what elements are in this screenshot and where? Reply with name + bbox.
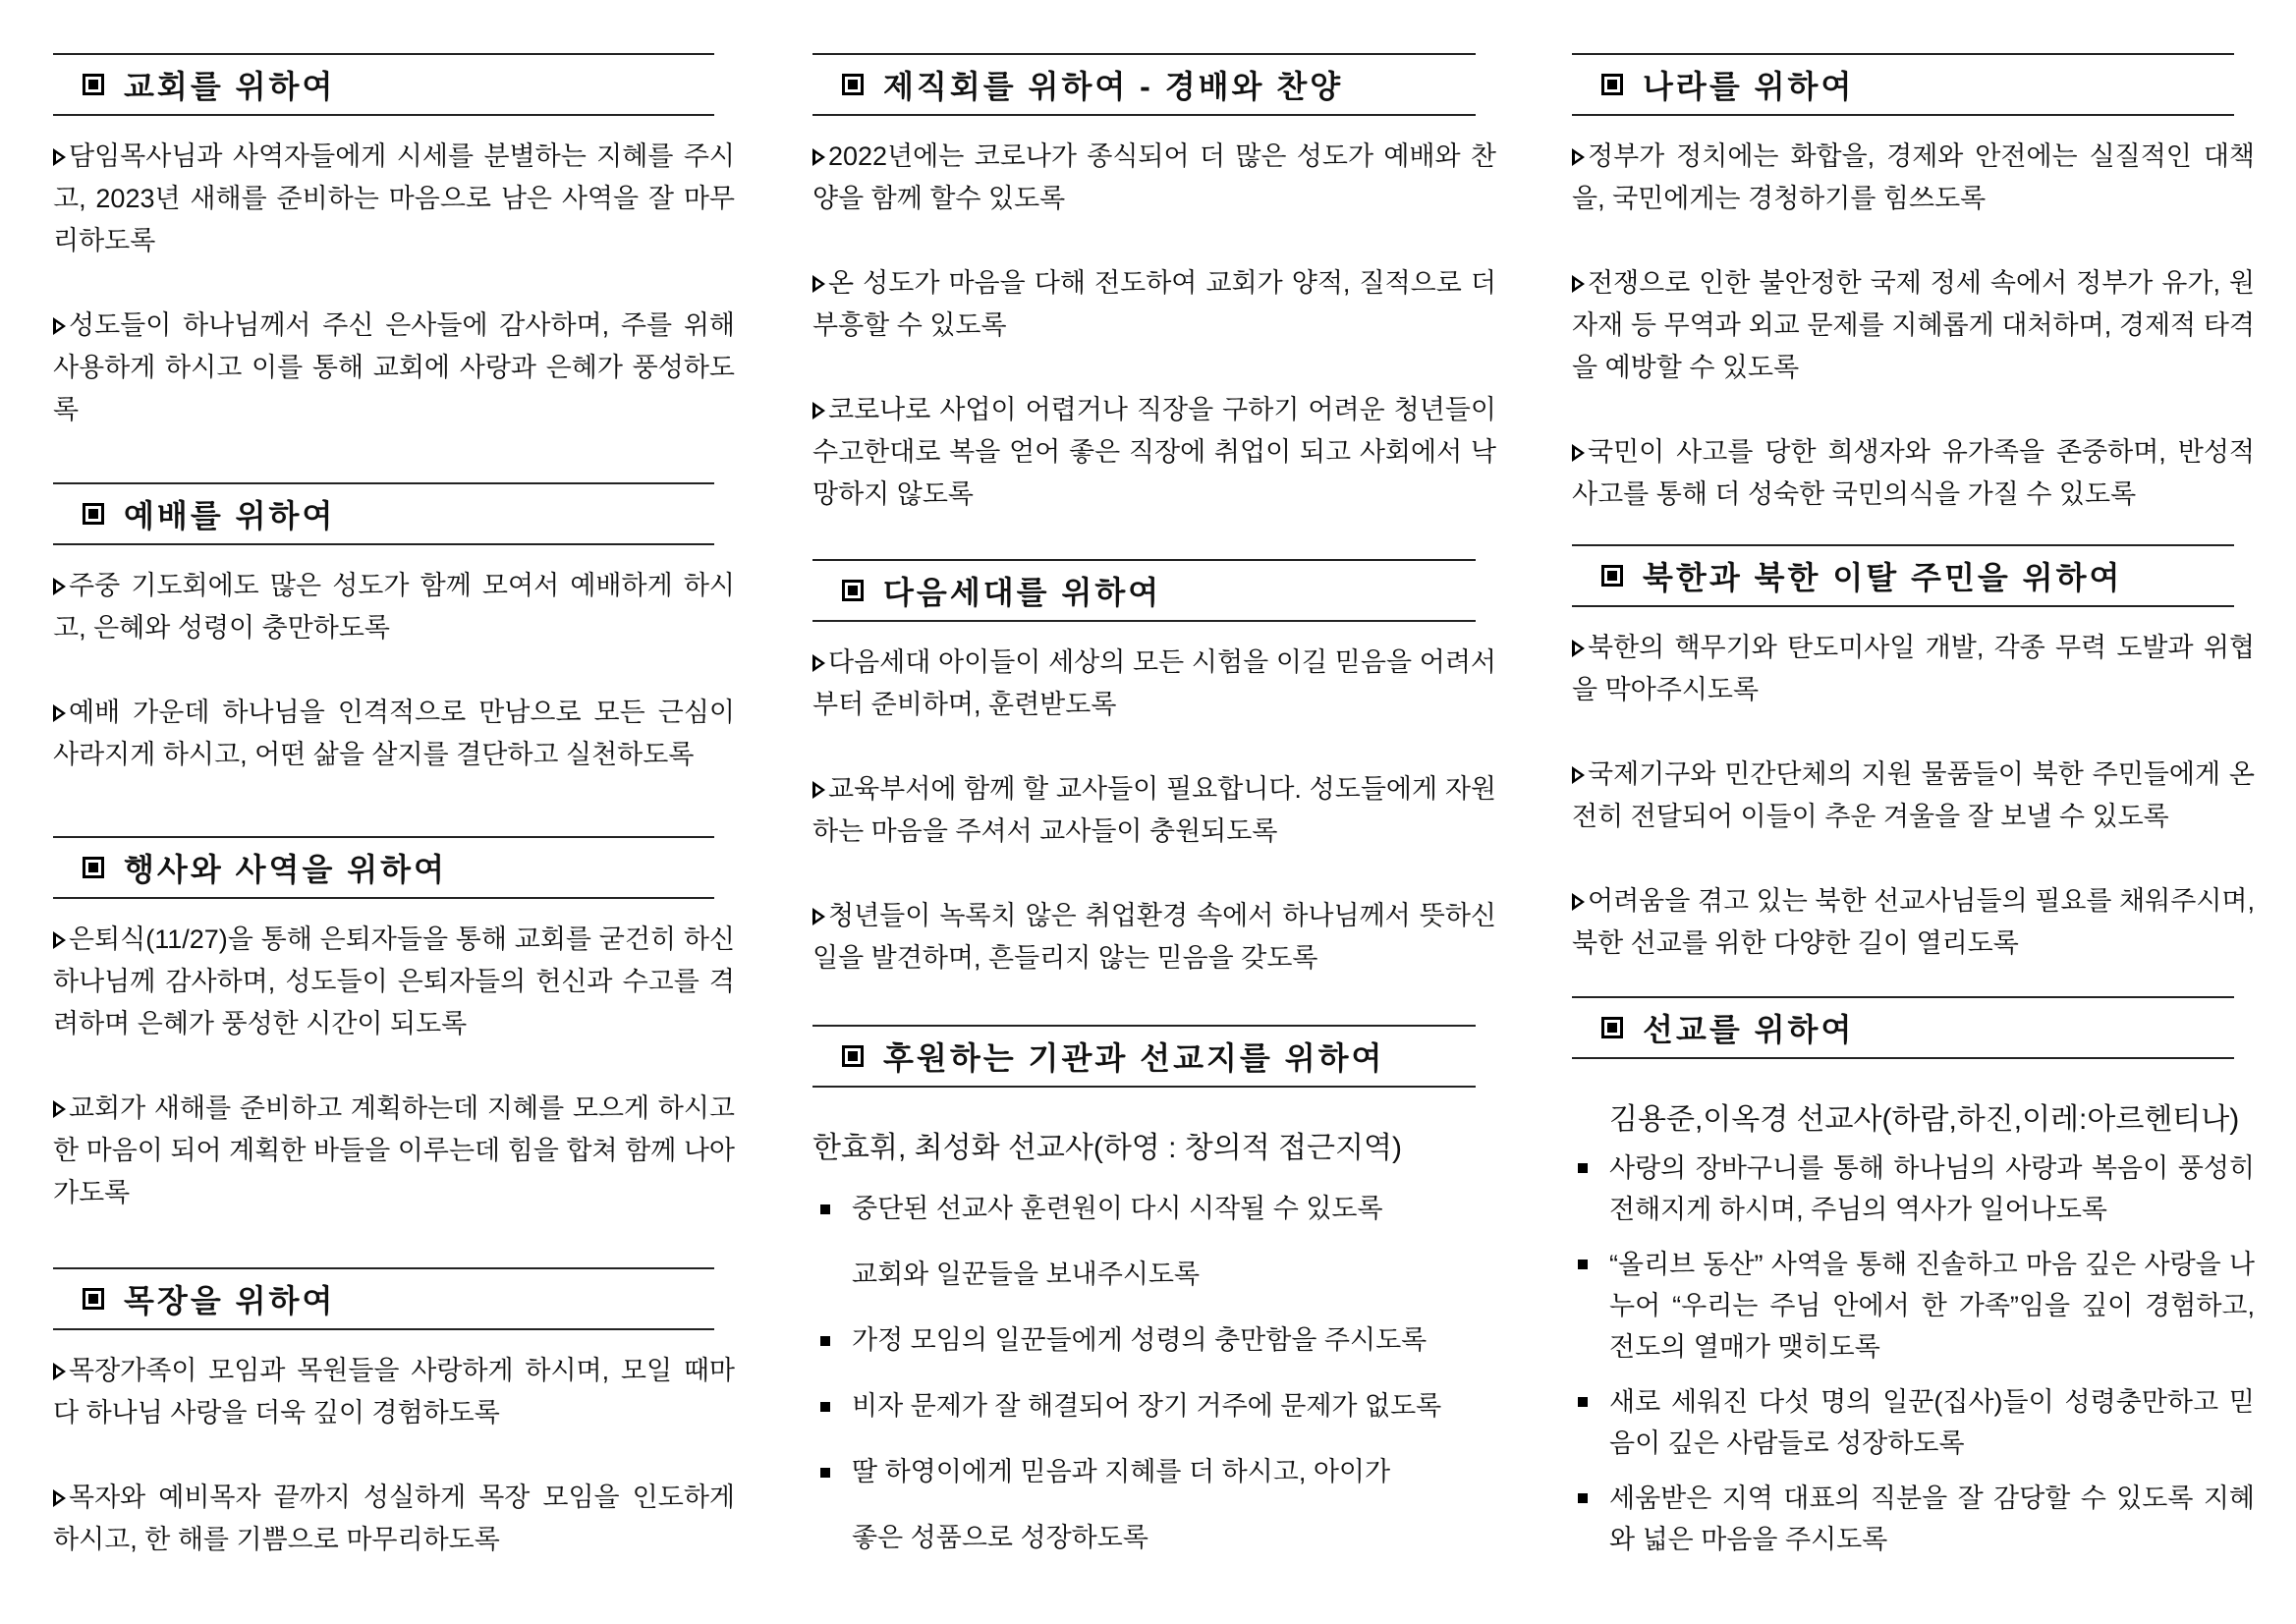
triangle-right-icon xyxy=(812,781,825,799)
section-heading xyxy=(53,53,714,116)
prayer-item xyxy=(53,1350,735,1434)
prayer-text: 다음세대 아이들이 세상의 모든 시험을 이길 믿음을 어려서부터 준비하며, 훈련받도록 xyxy=(812,647,1496,719)
section-heading xyxy=(1572,996,2234,1059)
section-heading xyxy=(1572,53,2234,116)
square-bullet-icon xyxy=(842,1045,864,1067)
missionary-name: 한효휘, 최성화 선교사(하영 : 창의적 접근지역) xyxy=(812,1132,1402,1164)
section-title: 나라를 위하여 xyxy=(1643,69,1855,104)
prayer-item xyxy=(812,262,1496,347)
square-bullet-icon xyxy=(1578,1163,1588,1173)
missionary-prayer-item xyxy=(812,1373,1496,1439)
prayer-list xyxy=(1572,136,2255,516)
missionary-prayer-item xyxy=(1572,1381,2255,1464)
section-heading xyxy=(53,482,714,545)
missionary-name: 김용준,이옥경 선교사(하람,하진,이레:아르헨티나) xyxy=(1609,1103,2240,1136)
section-title: 제직회를 위하여 - 경배와 찬양 xyxy=(883,69,1344,104)
triangle-right-icon xyxy=(812,908,825,925)
prayer-text: 담임목사님과 사역자들에게 시세를 분별하는 지혜를 주시고, 2023년 새해를 준비하는 마음으로 남은 사역을 잘 마무리하도록 xyxy=(53,141,735,255)
prayer-item xyxy=(53,305,735,431)
square-bullet-icon xyxy=(842,580,864,601)
square-bullet-icon xyxy=(83,1288,104,1310)
missionary-prayer-list xyxy=(1572,1148,2255,1560)
prayer-text: 딸 하영이에게 믿음과 지혜를 더 하시고, 아이가 xyxy=(852,1457,1391,1486)
prayer-section xyxy=(812,559,1496,1022)
prayer-item xyxy=(812,642,1496,726)
triangle-right-icon xyxy=(812,654,825,672)
triangle-right-icon xyxy=(1572,148,1585,166)
missionary-prayer-item xyxy=(1572,1148,2255,1230)
triangle-right-icon xyxy=(53,1489,66,1507)
prayer-text: 정부가 정치에는 화합을, 경제와 안전에는 실질적인 대책을, 국민에게는 경청하기를 힘쓰도록 xyxy=(1572,141,2255,213)
prayer-list xyxy=(53,136,735,431)
section-heading xyxy=(812,559,1476,622)
triangle-right-icon xyxy=(1572,893,1585,911)
prayer-section xyxy=(1572,996,2255,1574)
square-bullet-icon xyxy=(1578,1397,1588,1407)
prayer-text: 2022년에는 코로나가 종식되어 더 많은 성도가 예배와 찬양을 함께 할수 있도록 xyxy=(812,141,1496,213)
prayer-item xyxy=(1572,880,2255,965)
prayer-text: 중단된 선교사 훈련원이 다시 시작될 수 있도록 xyxy=(852,1194,1383,1223)
prayer-section xyxy=(812,1025,1496,1571)
section-heading xyxy=(1572,544,2234,607)
column-1 xyxy=(53,0,735,1624)
prayer-text: 교회와 일꾼들을 보내주시도록 xyxy=(852,1260,1201,1289)
triangle-right-icon xyxy=(53,317,66,335)
triangle-right-icon xyxy=(1572,444,1585,462)
missionary-prayer-list xyxy=(812,1176,1496,1571)
prayer-list xyxy=(812,642,1496,980)
triangle-right-icon xyxy=(53,1100,66,1118)
prayer-item xyxy=(53,692,735,776)
prayer-item xyxy=(53,565,735,649)
square-bullet-icon xyxy=(842,74,864,95)
prayer-text: 성도들이 하나님께서 주신 은사들에 감사하며, 주를 위해 사용하게 하시고 이를 통해 교회에 사랑과 은혜가 풍성하도록 xyxy=(53,310,735,424)
prayer-text: 사랑의 장바구니를 통해 하나님의 사랑과 복음이 풍성히 전해지게 하시며, 주님의 역사가 일어나도록 xyxy=(1609,1153,2255,1224)
triangle-right-icon xyxy=(53,578,66,595)
triangle-right-icon xyxy=(53,1363,66,1380)
section-title: 목장을 위하여 xyxy=(124,1283,336,1318)
square-bullet-icon xyxy=(820,1402,830,1412)
missionary-prayer-item xyxy=(812,1308,1496,1373)
prayer-text: 새로 세워진 다섯 명의 일꾼(집사)들이 성령충만하고 믿음이 깊은 사람들로 성장하도록 xyxy=(1609,1387,2255,1458)
square-bullet-icon xyxy=(1601,1017,1623,1038)
prayer-text: 목장가족이 모임과 목원들을 사랑하게 하시며, 모일 때마다 하나님 사랑을 더욱 깊이 경험하도록 xyxy=(53,1356,735,1428)
prayer-text: 국제기구와 민간단체의 지원 물품들이 북한 주민들에게 온전히 전달되어 이들이 추운 겨울을 잘 보낼 수 있도록 xyxy=(1572,759,2255,831)
prayer-item xyxy=(53,1477,735,1561)
prayer-text: 청년들이 녹록치 않은 취업환경 속에서 하나님께서 뜻하신 일을 발견하며, 흔들리지 않는 믿음을 갖도록 xyxy=(812,901,1496,973)
section-title: 다음세대를 위하여 xyxy=(883,575,1162,610)
prayer-text: 국민이 사고를 당한 희생자와 유가족을 존중하며, 반성적 사고를 통해 더 성숙한 국민의식을 가질 수 있도록 xyxy=(1572,437,2255,509)
section-title: 예배를 위하여 xyxy=(124,498,336,533)
prayer-item xyxy=(812,136,1496,220)
prayer-section xyxy=(53,53,735,474)
prayer-text: “올리브 동산” 사역을 통해 진솔하고 마음 깊은 사랑을 나누어 “우리는 주님 안에서 한 가족”임을 깊이 경험하고, 전도의 열매가 맺히도록 xyxy=(1609,1250,2255,1362)
square-bullet-icon xyxy=(1578,1260,1588,1269)
triangle-right-icon xyxy=(812,148,825,166)
triangle-right-icon xyxy=(812,275,825,293)
prayer-item xyxy=(1572,136,2255,220)
square-bullet-icon xyxy=(820,1336,830,1346)
prayer-item xyxy=(812,389,1496,516)
prayer-item xyxy=(53,919,735,1045)
prayer-section xyxy=(53,482,735,818)
square-bullet-icon xyxy=(1578,1493,1588,1503)
prayer-text: 목자와 예비목자 끝까지 성실하게 목장 모임을 인도하게 하시고, 한 해를 기쁨으로 마무리하도록 xyxy=(53,1483,735,1554)
prayer-item xyxy=(1572,627,2255,711)
section-heading xyxy=(812,53,1476,116)
column-2 xyxy=(812,0,1496,1624)
prayer-text: 예배 가운데 하나님을 인격적으로 만남으로 모든 근심이 사라지게 하시고, 어떤 삶을 살지를 결단하고 실천하도록 xyxy=(53,698,735,769)
prayer-section xyxy=(53,1267,735,1603)
prayer-text: 비자 문제가 잘 해결되어 장기 거주에 문제가 없도록 xyxy=(852,1391,1442,1421)
prayer-text: 북한의 핵무기와 탄도미사일 개발, 각종 무력 도발과 위협을 막아주시도록 xyxy=(1572,633,2255,704)
prayer-item xyxy=(53,136,735,262)
prayer-item xyxy=(812,768,1496,853)
missionary-prayer-item xyxy=(812,1439,1496,1571)
prayer-text: 좋은 성품으로 성장하도록 xyxy=(852,1523,1148,1552)
prayer-text: 어려움을 겪고 있는 북한 선교사님들의 필요를 채워주시며, 북한 선교를 위한 다양한 길이 열리도록 xyxy=(1572,886,2255,958)
section-title: 교회를 위하여 xyxy=(124,69,336,104)
square-bullet-icon xyxy=(83,74,104,95)
square-bullet-icon xyxy=(83,503,104,525)
square-bullet-icon xyxy=(1601,565,1623,587)
prayer-text: 온 성도가 마음을 다해 전도하여 교회가 양적, 질적으로 더 부흥할 수 있도록 xyxy=(812,268,1496,340)
prayer-item xyxy=(1572,754,2255,838)
triangle-right-icon xyxy=(1572,640,1585,657)
prayer-list xyxy=(1572,627,2255,965)
prayer-text: 세움받은 지역 대표의 직분을 잘 감당할 수 있도록 지혜와 넓은 마음을 주시도록 xyxy=(1609,1484,2255,1554)
prayer-item xyxy=(1572,262,2255,389)
section-title: 북한과 북한 이탈 주민을 위하여 xyxy=(1643,560,2123,595)
prayer-list xyxy=(53,565,735,776)
prayer-list xyxy=(53,1350,735,1561)
prayer-text: 코로나로 사업이 어렵거나 직장을 구하기 어려운 청년들이 수고한대로 복을 얻어 좋은 직장에 취업이 되고 사회에서 낙망하지 않도록 xyxy=(812,395,1496,509)
square-bullet-icon xyxy=(1601,74,1623,95)
section-heading xyxy=(812,1025,1476,1088)
prayer-text: 은퇴식(11/27)을 통해 은퇴자들을 통해 교회를 굳건히 하신 하나님께 감사하며, 성도들이 은퇴자들의 헌신과 수고를 격려하며 은혜가 풍성한 시간이 되도록 xyxy=(53,924,735,1038)
section-heading xyxy=(53,836,714,899)
prayer-text: 교회가 새해를 준비하고 계획하는데 지혜를 모으게 하시고 한 마음이 되어 계획한 바들을 이루는데 힘을 합쳐 함께 나아가도록 xyxy=(53,1093,735,1207)
missionary-prayer-item xyxy=(812,1176,1496,1308)
prayer-list xyxy=(53,919,735,1214)
triangle-right-icon xyxy=(53,704,66,722)
prayer-text: 교육부서에 함께 할 교사들이 필요합니다. 성도들에게 자원하는 마음을 주셔서 교사들이 충원되도록 xyxy=(812,774,1496,846)
prayer-section xyxy=(1572,53,2255,558)
section-title: 선교를 위하여 xyxy=(1643,1012,1855,1047)
missionary-prayer-item xyxy=(1572,1478,2255,1560)
triangle-right-icon xyxy=(1572,275,1585,293)
triangle-right-icon xyxy=(1572,766,1585,784)
square-bullet-icon xyxy=(83,857,104,878)
section-title: 후원하는 기관과 선교지를 위하여 xyxy=(883,1040,1385,1076)
triangle-right-icon xyxy=(53,148,66,166)
prayer-section xyxy=(53,836,735,1257)
section-title: 행사와 사역을 위하여 xyxy=(124,852,447,887)
square-bullet-icon xyxy=(820,1204,830,1214)
column-3 xyxy=(1572,0,2255,1624)
prayer-list xyxy=(812,136,1496,516)
missionary-prayer-item xyxy=(1572,1244,2255,1368)
prayer-item xyxy=(53,1088,735,1214)
prayer-text: 가정 모임의 일꾼들에게 성령의 충만함을 주시도록 xyxy=(852,1325,1428,1355)
prayer-text: 주중 기도회에도 많은 성도가 함께 모여서 예배하게 하시고, 은혜와 성령이 충만하도록 xyxy=(53,571,735,643)
section-heading xyxy=(53,1267,714,1330)
prayer-text: 전쟁으로 인한 불안정한 국제 정세 속에서 정부가 유가, 원자재 등 무역과 외교 문제를 지혜롭게 대처하며, 경제적 타격을 예방할 수 있도록 xyxy=(1572,268,2255,382)
prayer-section xyxy=(812,53,1496,558)
prayer-item xyxy=(1572,431,2255,516)
triangle-right-icon xyxy=(812,402,825,420)
prayer-item xyxy=(812,895,1496,980)
prayer-section xyxy=(1572,544,2255,1007)
square-bullet-icon xyxy=(820,1468,830,1478)
triangle-right-icon xyxy=(53,931,66,949)
